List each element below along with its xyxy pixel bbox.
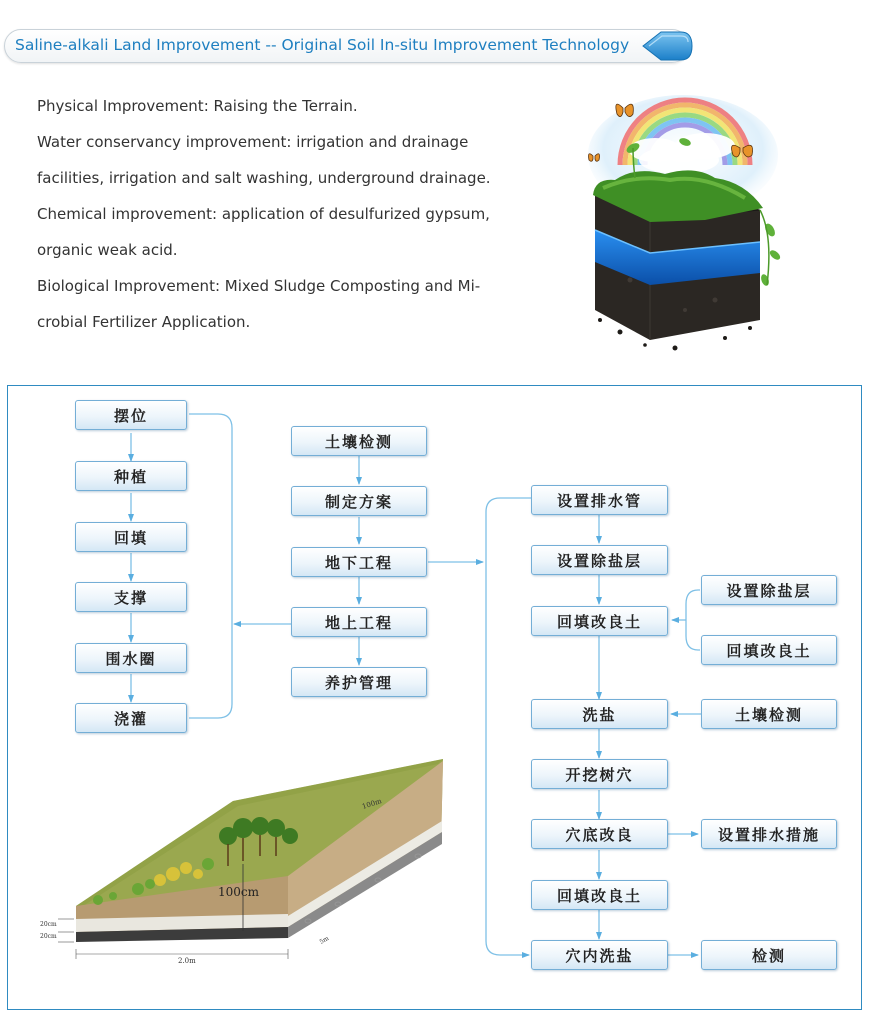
- flow-box-drain-pipe: 设置排水管: [531, 485, 668, 515]
- intro-line: Chemical improvement: application of desulfurized gypsum,: [37, 205, 490, 223]
- flow-box-wash-in-pit: 穴内洗盐: [531, 940, 668, 970]
- intro-line: Biological Improvement: Mixed Sludge Composting and Mi-: [37, 277, 481, 295]
- intro-text: [37, 88, 507, 340]
- soil-block-illustration: [575, 70, 790, 360]
- depth-label: 100cm: [218, 885, 260, 899]
- flowchart-panel: [7, 385, 862, 1010]
- intro-line: facilities, irrigation and salt washing, underground drainage.: [37, 169, 491, 187]
- flow-box-side-inspect: 检测: [701, 940, 837, 970]
- flow-box-plant: 种植: [75, 461, 187, 491]
- flow-box-side-drain-measure: 设置排水措施: [701, 819, 837, 849]
- flow-box-make-plan: 制定方案: [291, 486, 427, 516]
- section-title-bar: [4, 29, 689, 63]
- flow-box-underground-works: 地下工程: [291, 547, 427, 577]
- flow-box-maintenance: 养护管理: [291, 667, 427, 697]
- layer-label-2: 20cm: [40, 933, 57, 940]
- flow-box-desalt-layer: 设置除盐层: [531, 545, 668, 575]
- slope-length-label: 100m: [361, 797, 383, 811]
- flow-box-irrigate: 浇灌: [75, 703, 187, 733]
- flow-box-wash-salt: 洗盐: [531, 699, 668, 729]
- flow-box-support: 支撑: [75, 582, 187, 612]
- arrow-left-icon: [641, 29, 693, 63]
- intro-line: crobial Fertilizer Application.: [37, 313, 251, 331]
- section-title: Saline-alkali Land Improvement -- Original Soil In-situ Improvement Technology: [15, 36, 630, 54]
- flow-box-side-soil-test: 土壤检测: [701, 699, 837, 729]
- flow-box-side-desalt-layer: 设置除盐层: [701, 575, 837, 605]
- flow-box-position: 摆位: [75, 400, 187, 430]
- flow-box-backfill-soil: 回填改良土: [531, 606, 668, 636]
- flow-box-side-backfill-soil: 回填改良土: [701, 635, 837, 665]
- intro-line: Physical Improvement: Raising the Terrain.: [37, 97, 358, 115]
- intro-line: organic weak acid.: [37, 241, 178, 259]
- flow-box-backfill-soil-2: 回填改良土: [531, 880, 668, 910]
- intro-line: Water conservancy improvement: irrigation and drainage: [37, 133, 469, 151]
- slope-cross-section-illustration: [38, 756, 458, 981]
- flow-box-pit-bottom: 穴底改良: [531, 819, 668, 849]
- flow-box-aboveground-works: 地上工程: [291, 607, 427, 637]
- width-label: 2.0m: [178, 957, 196, 965]
- flow-box-soil-test: 土壤检测: [291, 426, 427, 456]
- flow-box-dig-pit: 开挖树穴: [531, 759, 668, 789]
- layer-label-1: 20cm: [40, 921, 57, 928]
- flow-box-water-ring: 围水圈: [75, 643, 187, 673]
- gravel-label: 5m: [318, 934, 331, 946]
- flow-box-backfill: 回填: [75, 522, 187, 552]
